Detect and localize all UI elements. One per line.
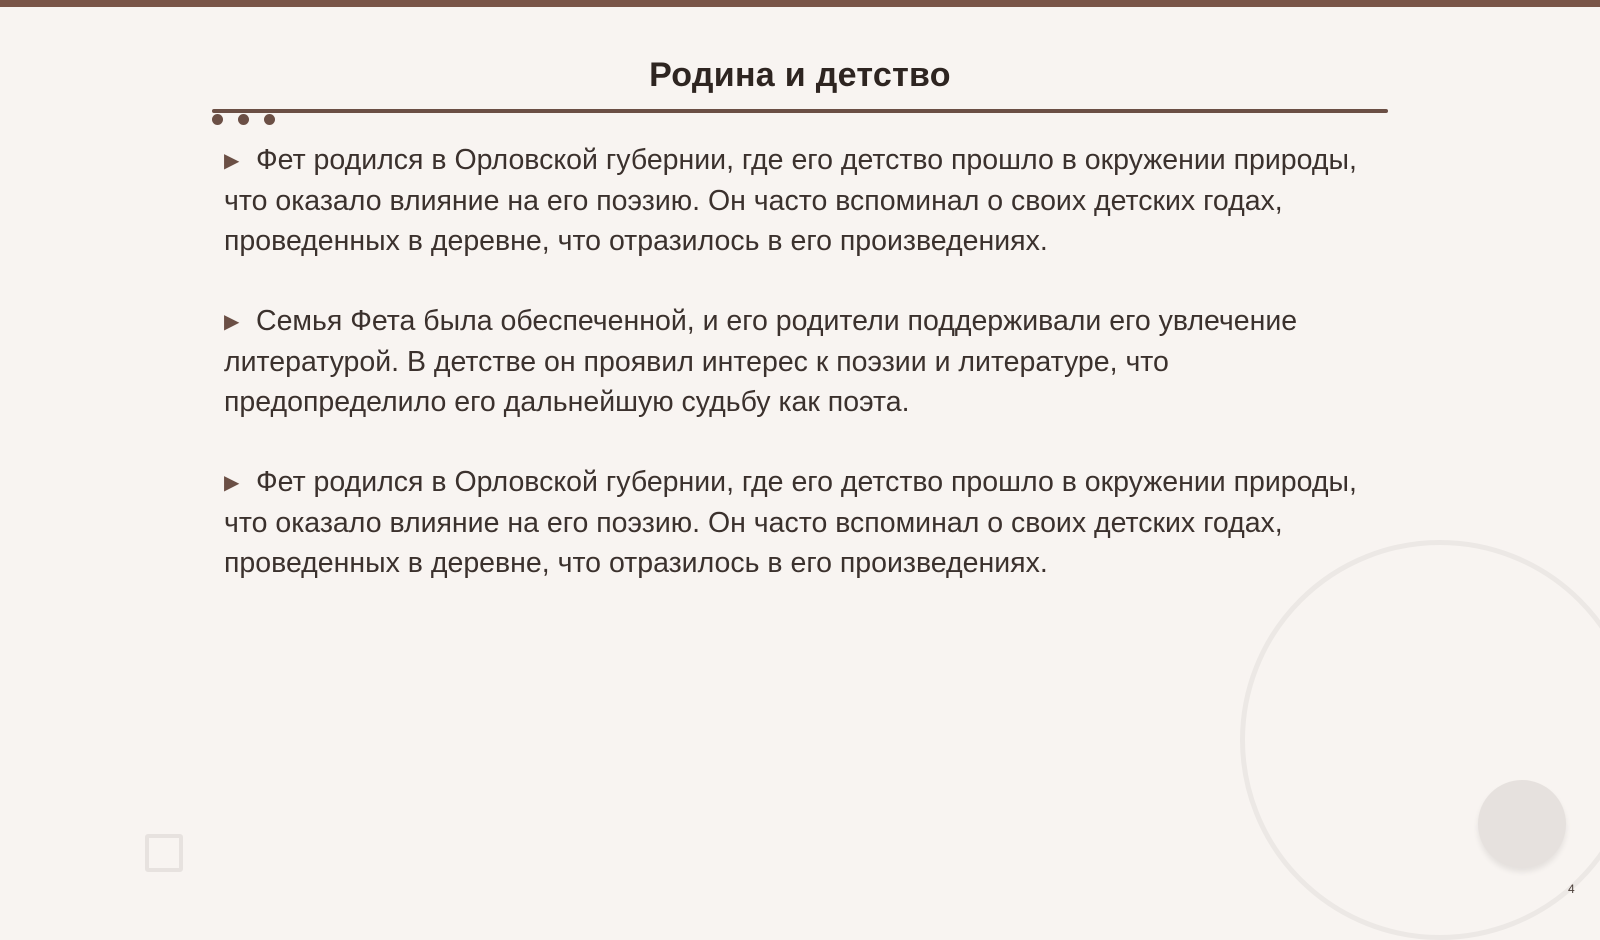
page-number: 4 — [1568, 882, 1575, 896]
paragraph-text: Фет родился в Орловской губернии, где его детство прошло в окружении природы, что оказало влияние на его поэзию. Он часто вспоминал о своих детских годах, проведенных в деревне, что отразилось в его произведениях. — [224, 144, 1357, 257]
slide-body — [224, 140, 1384, 623]
bullet-paragraph-2 — [224, 301, 1384, 422]
paragraph-text: Фет родился в Орловской губернии, где его детство прошло в окружении природы, что оказало влияние на его поэзию. Он часто вспоминал о своих детских годах, проведенных в деревне, что отразилось в его произведениях. — [224, 466, 1357, 579]
bullet-paragraph-3 — [224, 462, 1384, 583]
bullet-arrow-icon: ▶ — [224, 311, 240, 333]
bullet-paragraph-1 — [224, 140, 1384, 261]
bullet-arrow-icon: ▶ — [224, 472, 240, 494]
decor-dot — [264, 114, 275, 125]
title-underline — [212, 109, 1388, 113]
bullet-arrow-icon: ▶ — [224, 150, 240, 172]
top-accent-bar — [0, 0, 1600, 7]
paragraph-text: Семья Фета была обеспеченной, и его родители поддерживали его увлечение литературой. В детстве он проявил интерес к поэзии и литературе, что предопределило его дальнейшую судьбу как поэта. — [224, 305, 1298, 418]
slide-title: Родина и детство — [649, 56, 951, 94]
decor-dot — [212, 114, 223, 125]
decor-square — [145, 834, 183, 872]
decor-circle — [1478, 780, 1566, 868]
decor-dot — [238, 114, 249, 125]
